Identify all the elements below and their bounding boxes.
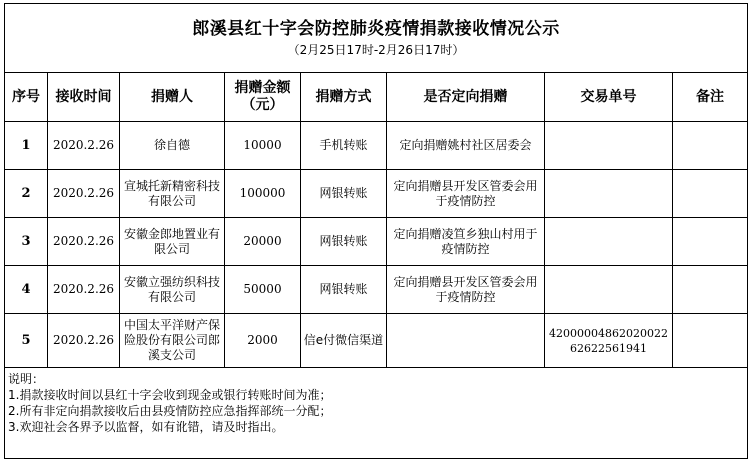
header-amount: 捐赠金额（元） (225, 73, 301, 122)
cell-seq: 1 (5, 122, 48, 170)
header-remarks: 备注 (673, 73, 748, 122)
cell-donor: 安徽立强纺织科技有限公司 (120, 266, 225, 314)
cell-remarks (673, 170, 748, 218)
cell-amount: 20000 (225, 218, 301, 266)
header-donor: 捐赠人 (120, 73, 225, 122)
header-seq: 序号 (5, 73, 48, 122)
donation-table (4, 3, 748, 459)
cell-donor: 中国太平洋财产保险股份有限公司郎溪支公司 (120, 314, 225, 368)
cell-remarks (673, 218, 748, 266)
title-cell (5, 4, 748, 73)
table-row (5, 122, 748, 170)
cell-remarks (673, 266, 748, 314)
table-row (5, 218, 748, 266)
notice-sheet (4, 3, 747, 470)
cell-donor: 宣城托新精密科技有限公司 (120, 170, 225, 218)
cell-date: 2020.2.26 (48, 170, 120, 218)
cell-transaction-no (545, 122, 673, 170)
cell-designated: 定向捐赠县开发区管委会用于疫情防控 (387, 266, 545, 314)
cell-date: 2020.2.26 (48, 314, 120, 368)
header-row (5, 73, 748, 122)
header-transaction-no: 交易单号 (545, 73, 673, 122)
cell-date: 2020.2.26 (48, 218, 120, 266)
cell-seq: 4 (5, 266, 48, 314)
cell-designated: 定向捐赠县开发区管委会用于疫情防控 (387, 170, 545, 218)
title-row (5, 4, 748, 73)
cell-amount: 2000 (225, 314, 301, 368)
cell-method: 网银转账 (301, 170, 387, 218)
note-item: 2.所有非定向捐款接收后由县疫情防控应急指挥部统一分配； (8, 404, 332, 418)
cell-method: 网银转账 (301, 266, 387, 314)
note-item: 1.捐款接收时间以县红十字会收到现金或银行转账时间为准； (8, 388, 332, 402)
page-subtitle: （2月25日17时-2月26日17时） (287, 43, 465, 57)
cell-transaction-no (545, 266, 673, 314)
notes-cell (5, 368, 748, 459)
cell-seq: 5 (5, 314, 48, 368)
cell-donor: 徐自德 (120, 122, 225, 170)
cell-transaction-no (545, 170, 673, 218)
cell-method: 网银转账 (301, 218, 387, 266)
header-designated: 是否定向捐赠 (387, 73, 545, 122)
cell-date: 2020.2.26 (48, 266, 120, 314)
cell-designated: 定向捐赠凌笪乡独山村用于疫情防控 (387, 218, 545, 266)
table-row (5, 170, 748, 218)
cell-donor: 安徽金郎地置业有限公司 (120, 218, 225, 266)
cell-remarks (673, 122, 748, 170)
table-row (5, 314, 748, 368)
cell-date: 2020.2.26 (48, 122, 120, 170)
note-item: 3.欢迎社会各界予以监督，如有讹错，请及时指出。 (8, 420, 284, 434)
cell-method: 信e付微信渠道 (301, 314, 387, 368)
cell-method: 手机转账 (301, 122, 387, 170)
page-title: 郎溪县红十字会防控肺炎疫情捐款接收情况公示 (192, 19, 560, 39)
header-received-time: 接收时间 (48, 73, 120, 122)
header-method: 捐赠方式 (301, 73, 387, 122)
cell-amount: 100000 (225, 170, 301, 218)
cell-seq: 3 (5, 218, 48, 266)
cell-seq: 2 (5, 170, 48, 218)
notes-row (5, 368, 748, 459)
cell-designated: 定向捐赠姚村社区居委会 (387, 122, 545, 170)
cell-amount: 50000 (225, 266, 301, 314)
notes-heading: 说明： (8, 372, 45, 386)
cell-amount: 10000 (225, 122, 301, 170)
cell-designated (387, 314, 545, 368)
cell-transaction-no: 4200000486202002262622561941 (545, 314, 673, 368)
table-row (5, 266, 748, 314)
cell-remarks (673, 314, 748, 368)
cell-transaction-no (545, 218, 673, 266)
